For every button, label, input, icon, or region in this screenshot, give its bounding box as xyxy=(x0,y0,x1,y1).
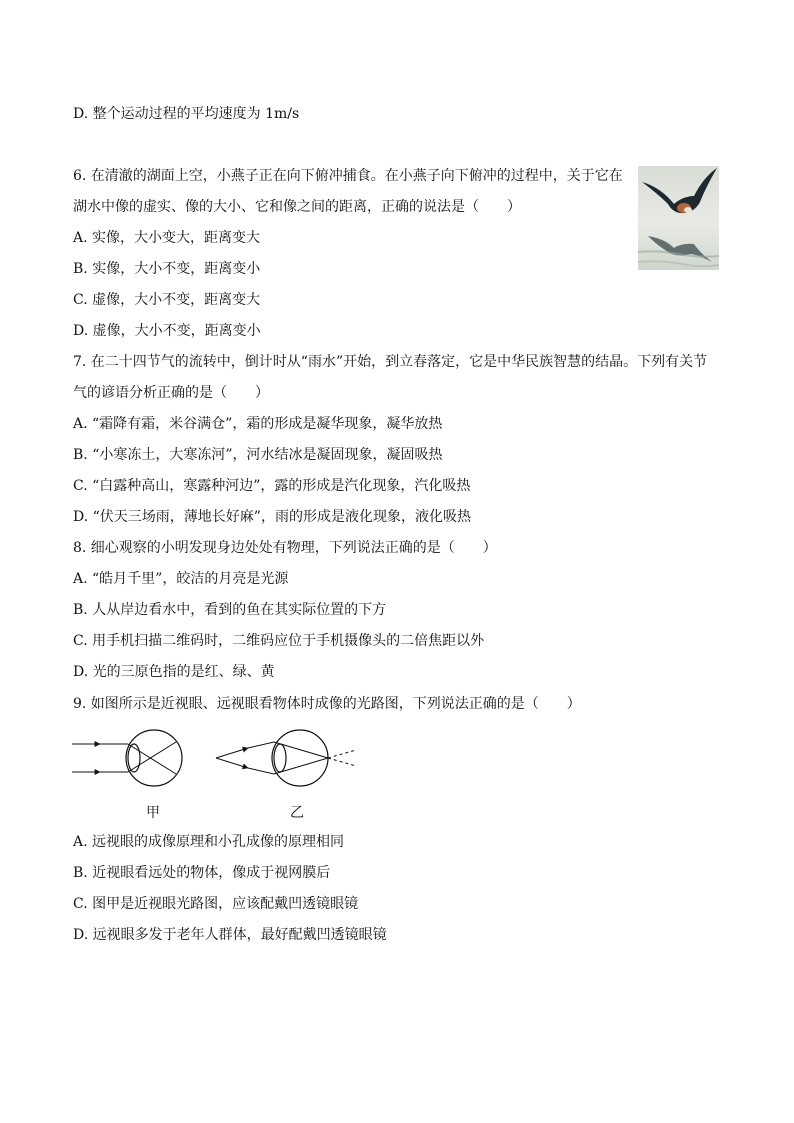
q7-option-c: C. “白露种高山，寒露种河边”，露的形成是汽化现象，汽化吸热 xyxy=(73,478,471,494)
q9-option-d: D. 远视眼多发于老年人群体，最好配戴凹透镜眼镜 xyxy=(73,927,387,943)
q8-option-a: A. “皓月千里”，皎洁的月亮是光源 xyxy=(73,571,289,587)
q6-option-a: A. 实像，大小变大，距离变大 xyxy=(73,230,261,246)
q6-stem-line1: 6. 在清澈的湖面上空，小燕子正在向下俯冲捕食。在小燕子向下俯冲的过程中，关于它在 xyxy=(73,168,623,184)
q9-option-c: C. 图甲是近视眼光路图，应该配戴凹透镜眼镜 xyxy=(73,896,359,912)
q8-option-b: B. 人从岸边看水中，看到的鱼在其实际位置的下方 xyxy=(73,602,387,618)
q8-option-c: C. 用手机扫描二维码时，二维码应位于手机摄像头的二倍焦距以外 xyxy=(73,633,485,649)
q9-option-b: B. 近视眼看远处的物体，像成于视网膜后 xyxy=(73,865,331,881)
q7-option-b: B. “小寒冻土，大寒冻河”，河水结冰是凝固现象，凝固吸热 xyxy=(73,447,443,463)
q8-stem: 8. 细心观察的小明发现身边处处有物理，下列说法正确的是（ ） xyxy=(73,540,497,556)
q6-option-b: B. 实像，大小不变，距离变小 xyxy=(73,261,261,277)
q7-option-a: A. “霜降有霜，米谷满仓”，霜的形成是凝华现象，凝华放热 xyxy=(73,416,443,432)
q9-option-a: A. 远视眼的成像原理和小孔成像的原理相同 xyxy=(73,834,345,850)
swallow-photo xyxy=(638,166,719,270)
swallow-photo-icon xyxy=(638,166,719,270)
eye-diagram-right xyxy=(216,730,356,786)
eye-diagram-figure xyxy=(70,728,370,798)
q6-option-c: C. 虚像，大小不变，距离变大 xyxy=(73,292,261,308)
q7-option-d: D. “伏天三场雨，薄地长好麻”，雨的形成是液化现象，液化吸热 xyxy=(73,509,471,525)
q7-stem-line2: 气的谚语分析正确的是（ ） xyxy=(73,385,269,401)
q5-option-d: D. 整个运动过程的平均速度为 1m/s xyxy=(73,106,300,122)
q6-option-d: D. 虚像，大小不变，距离变小 xyxy=(73,323,261,339)
q6-stem-line2: 湖水中像的虚实、像的大小、它和像之间的距离，正确的说法是（ ） xyxy=(73,199,521,215)
q9-stem: 9. 如图所示是近视眼、远视眼看物体时成像的光路图，下列说法正确的是（ ） xyxy=(73,696,581,712)
q8-option-d: D. 光的三原色指的是红、绿、黄 xyxy=(73,664,275,680)
figure-label-left: 甲 xyxy=(146,805,160,821)
q7-stem-line1: 7. 在二十四节气的流转中，倒计时从“雨水”开始，到立春落定，它是中华民族智慧的结晶。下列有关节 xyxy=(73,354,708,370)
figure-label-right: 乙 xyxy=(290,805,304,821)
eye-diagram-left xyxy=(72,730,182,786)
